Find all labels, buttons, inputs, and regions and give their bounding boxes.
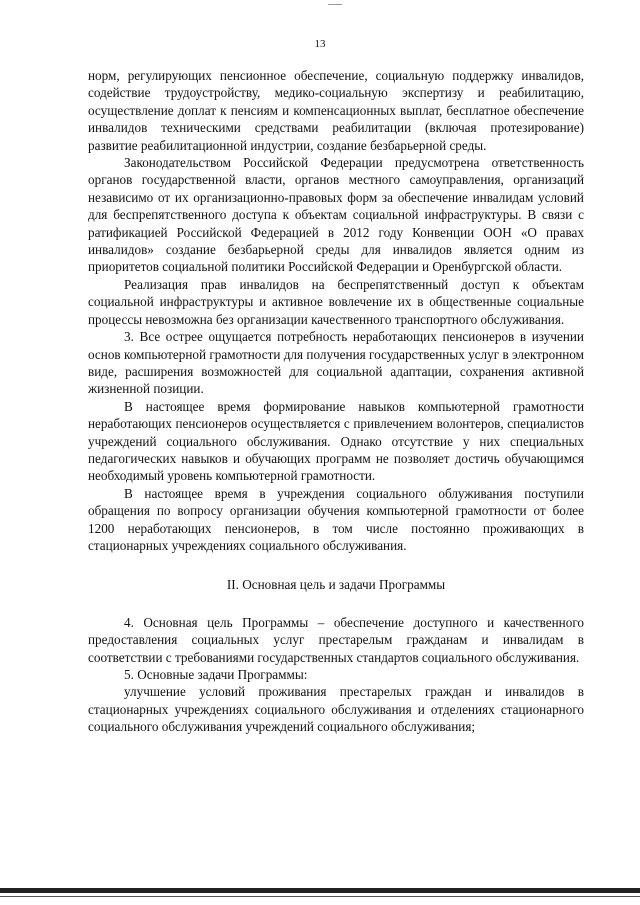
paragraph: В настоящее время формирование навыков компьютерной грамотности неработающих пенсионеров осуществляется с привлечением волонтеров, специалистов учреждений социального обслуживания. Однако отсутствие у них специальных педагогических навыков и обучающих программ не позволяет достичь обучающимся необходимый уровень компьютерной грамотности. [88,398,584,484]
paragraph: 3. Все острее ощущается потребность неработающих пенсионеров в изучении основ компьютерной грамотности для получения государственных услуг в электронном виде, расширения возможностей для социальной адаптации, сохранения активной жизненной позиции. [88,329,584,397]
paragraph: норм, регулирующих пенсионное обеспечение, социальную поддержку инвалидов, содействие трудоустройству, медико-социальную экспертизу и реабилитацию, осуществление доплат к пенсиям и компенсационных выплат, бесплатное обеспечение инвалидов техническими средствами реабилитации (включая протезирование) развитие реабилитационной индустрии, создание безбарьерной среды. [88,68,584,153]
paragraph: улучшение условий проживания престарелых граждан и инвалидов в стационарных учреждениях социального обслуживания и отделениях стационарного социального обслуживания учреждений социального обслуживания; [88,684,584,735]
document-body [88,67,584,736]
top-scan-mark [328,4,342,5]
paragraph: 4. Основная цель Программы – обеспечение доступного и качественного предоставления социальных услуг престарелым гражданам и инвалидам в соответствии с требованиями государственных стандартов социального обслуживания. [88,614,584,665]
paragraph: Реализация прав инвалидов на беспрепятственный доступ к объектам социальной инфраструктуры и активное вовлечение их в общественные социальные процессы невозможна без организации качественного транспортного обслуживания. [88,276,584,327]
bottom-scan-border-thin [0,896,640,897]
paragraph: Законодательством Российской Федерации предусмотрена ответственность органов государственной власти, органов местного самоуправления, организаций независимо от их организационно-правовых форм за обеспечение инвалидам условий для беспрепятственного доступа к объектам социальной инфраструктуры. В связи с ратификацией Российской Федерацией в 2012 году Конвенции ООН «О правах инвалидов» создание безбарьерной среды для инвалидов является одним из приоритетов социальной политики Российской Федерации и Оренбургской области. [88,155,584,275]
page-number: 13 [314,38,326,50]
section-heading: II. Основная цель и задачи Программы [226,577,446,593]
bottom-scan-border [0,888,640,893]
paragraph: 5. Основные задачи Программы: [124,667,308,682]
paragraph: В настоящее время в учреждения социального облуживания поступили обращения по вопросу организации обучения компьютерной грамотности от более 1200 неработающих пенсионеров, в том числе постоянно проживающих в стационарных учреждениях социального обслуживания. [88,485,584,553]
